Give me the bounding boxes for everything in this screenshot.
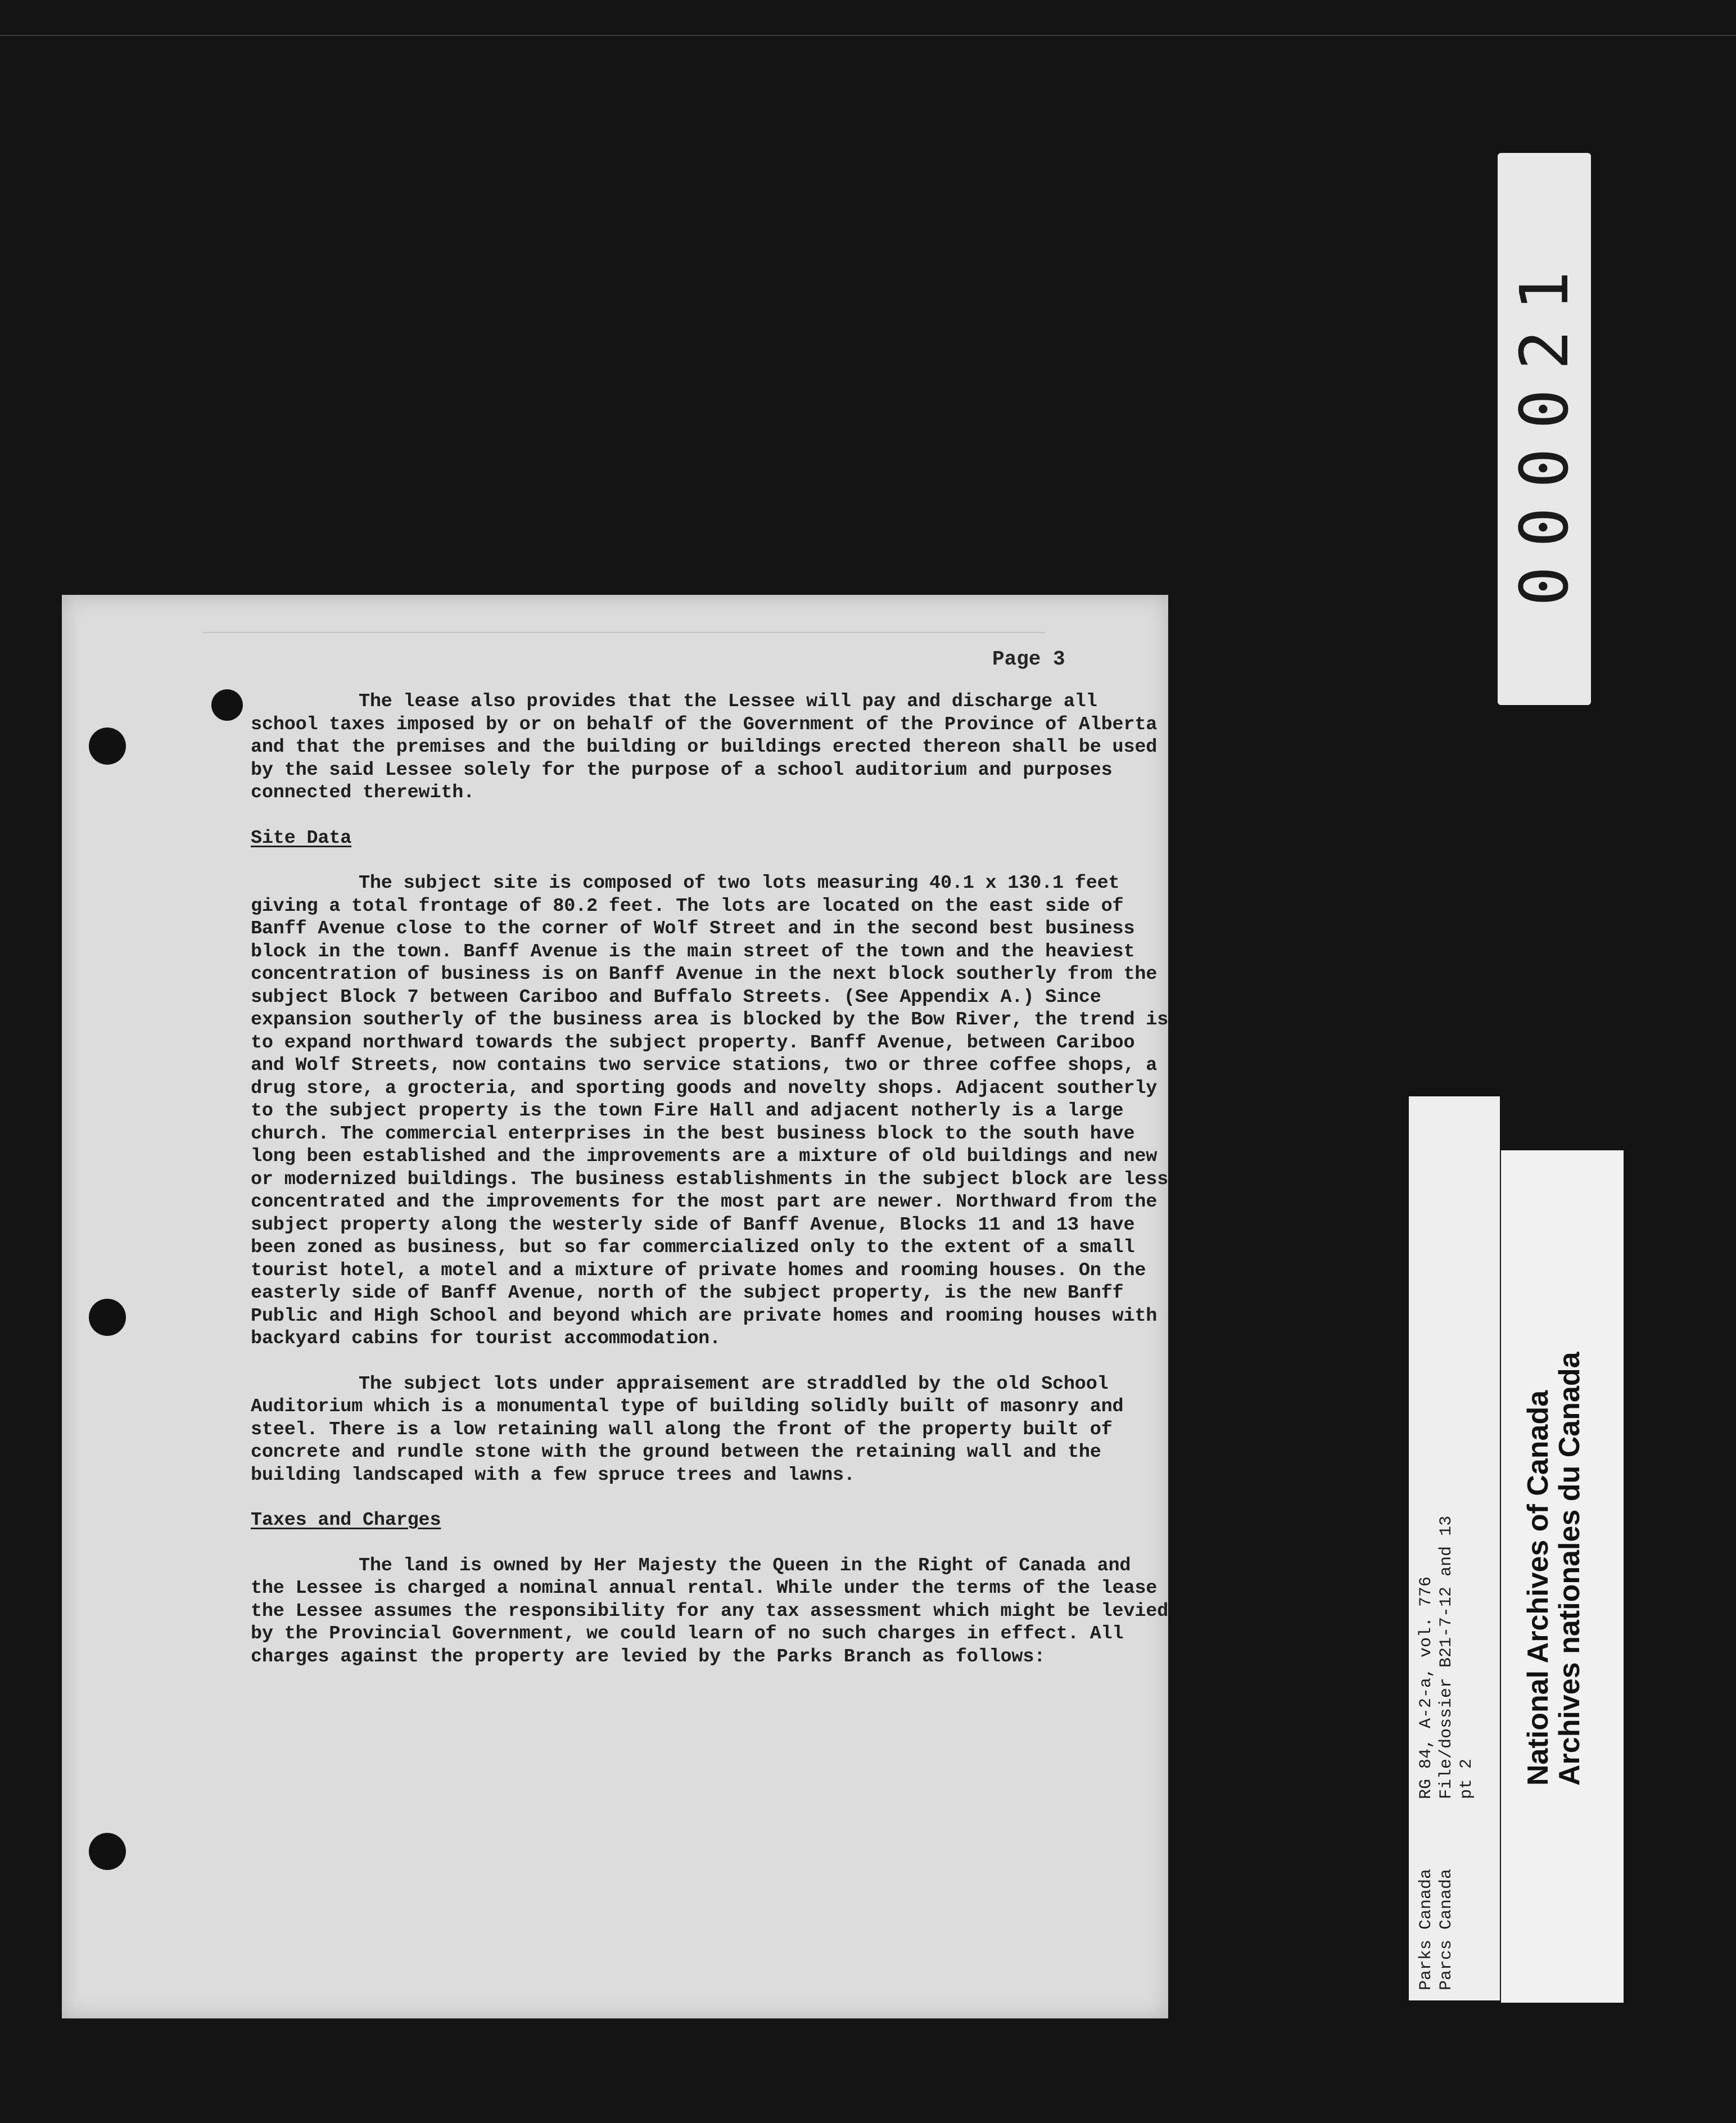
- reference-line-2: File/dossier B21-7-12 and 13: [1437, 1515, 1456, 1799]
- agency-name-en: Parks Canada: [1417, 1868, 1436, 1990]
- institution-label: [1501, 1150, 1624, 2003]
- reference-line-3: pt 2: [1457, 1758, 1476, 1799]
- heading-taxes-and-charges: Taxes and Charges: [251, 1510, 441, 1531]
- heading-site-data: Site Data: [251, 827, 352, 849]
- institution-name-en: National Archives of Canada: [1522, 1390, 1554, 1786]
- page-fold-line: [202, 632, 1046, 633]
- archival-reference-label: [1409, 1096, 1500, 2000]
- document-body: [251, 690, 1173, 1668]
- agency-name-fr: Parcs Canada: [1437, 1868, 1456, 1990]
- frame-number: 000021: [1506, 251, 1583, 607]
- frame-number-stamp: [1498, 153, 1591, 705]
- document-page: [62, 595, 1168, 2018]
- paragraph-auditorium: The subject lots under appraisement are straddled by the old School Auditorium which is a monumental type of building solidly built of masonry and steel. There is a low retaining wall along the front of the property built of concrete and rundle stone with the ground between the retaining wall and the building landscaped with a few spruce trees and lawns.: [251, 1373, 1124, 1486]
- film-top-edge: [0, 35, 1736, 36]
- binder-hole-upper: [89, 728, 126, 765]
- binder-hole-top: [211, 689, 243, 721]
- binder-hole-middle: [89, 1299, 126, 1336]
- paragraph-lease-provisions: The lease also provides that the Lessee will pay and discharge all school taxes imposed by or on behalf of the Government of the Province of Alberta and that the premises and the building or buildings erected thereon shall be used by the said Lessee solely for the purpose of a school auditorium and purposes connected therewith.: [251, 691, 1158, 803]
- institution-name-fr: Archives nationales du Canada: [1553, 1352, 1586, 1786]
- paragraph-site-description: The subject site is composed of two lots measuring 40.1 x 130.1 feet giving a total frontage of 80.2 feet. The lots are located on the east side of Banff Avenue close to the corner of Wolf Street and in the second best business block in the town. Banff Avenue is the main street of the town and the heaviest concentration of business is on Banff Avenue in the next block southerly from the subject Block 7 between Cariboo and Buffalo Streets. (See Appendix A.) Since expansion southerly of the business area is blocked by the Bow River, the trend is to expand northward towards the subject property. Banff Avenue, between Cariboo and Wolf Streets, now contains two service stations, two or three coffee shops, a drug store, a grocteria, and sporting goods and novelty shops. Adjacent southerly to the subject property is the town Fire Hall and adjacent notherly is a large church. The commercial enterprises in the best business block to the south have long been established and the improvements are a mixture of old buildings and new or modernized buildings. The business establishments in the subject block are less concentrated and the improvements for the most part are newer. Northward from the subject property along the westerly side of Banff Avenue, Blocks 11 and 13 have been zoned as business, but so far commercialized only to the extent of a small tourist hotel, a motel and a mixture of private homes and rooming houses. On the easterly side of Banff Avenue, north of the subject property, is the new Banff Public and High School and beyond which are private homes and rooming houses with backyard cabins for tourist accommodation.: [251, 873, 1169, 1349]
- page-number: Page 3: [992, 648, 1065, 671]
- reference-line-1: RG 84, A-2-a, vol. 776: [1417, 1576, 1436, 1799]
- paragraph-taxes: The land is owned by Her Majesty the Queen in the Right of Canada and the Lessee is charged a nominal annual rental. While under the terms of the lease the Lessee assumes the responsibility for any tax assessment which might be levied by the Provincial Government, we could learn of no such charges in effect. All charges against the property are levied by the Parks Branch as follows:: [251, 1555, 1169, 1668]
- binder-hole-bottom: [89, 1833, 126, 1870]
